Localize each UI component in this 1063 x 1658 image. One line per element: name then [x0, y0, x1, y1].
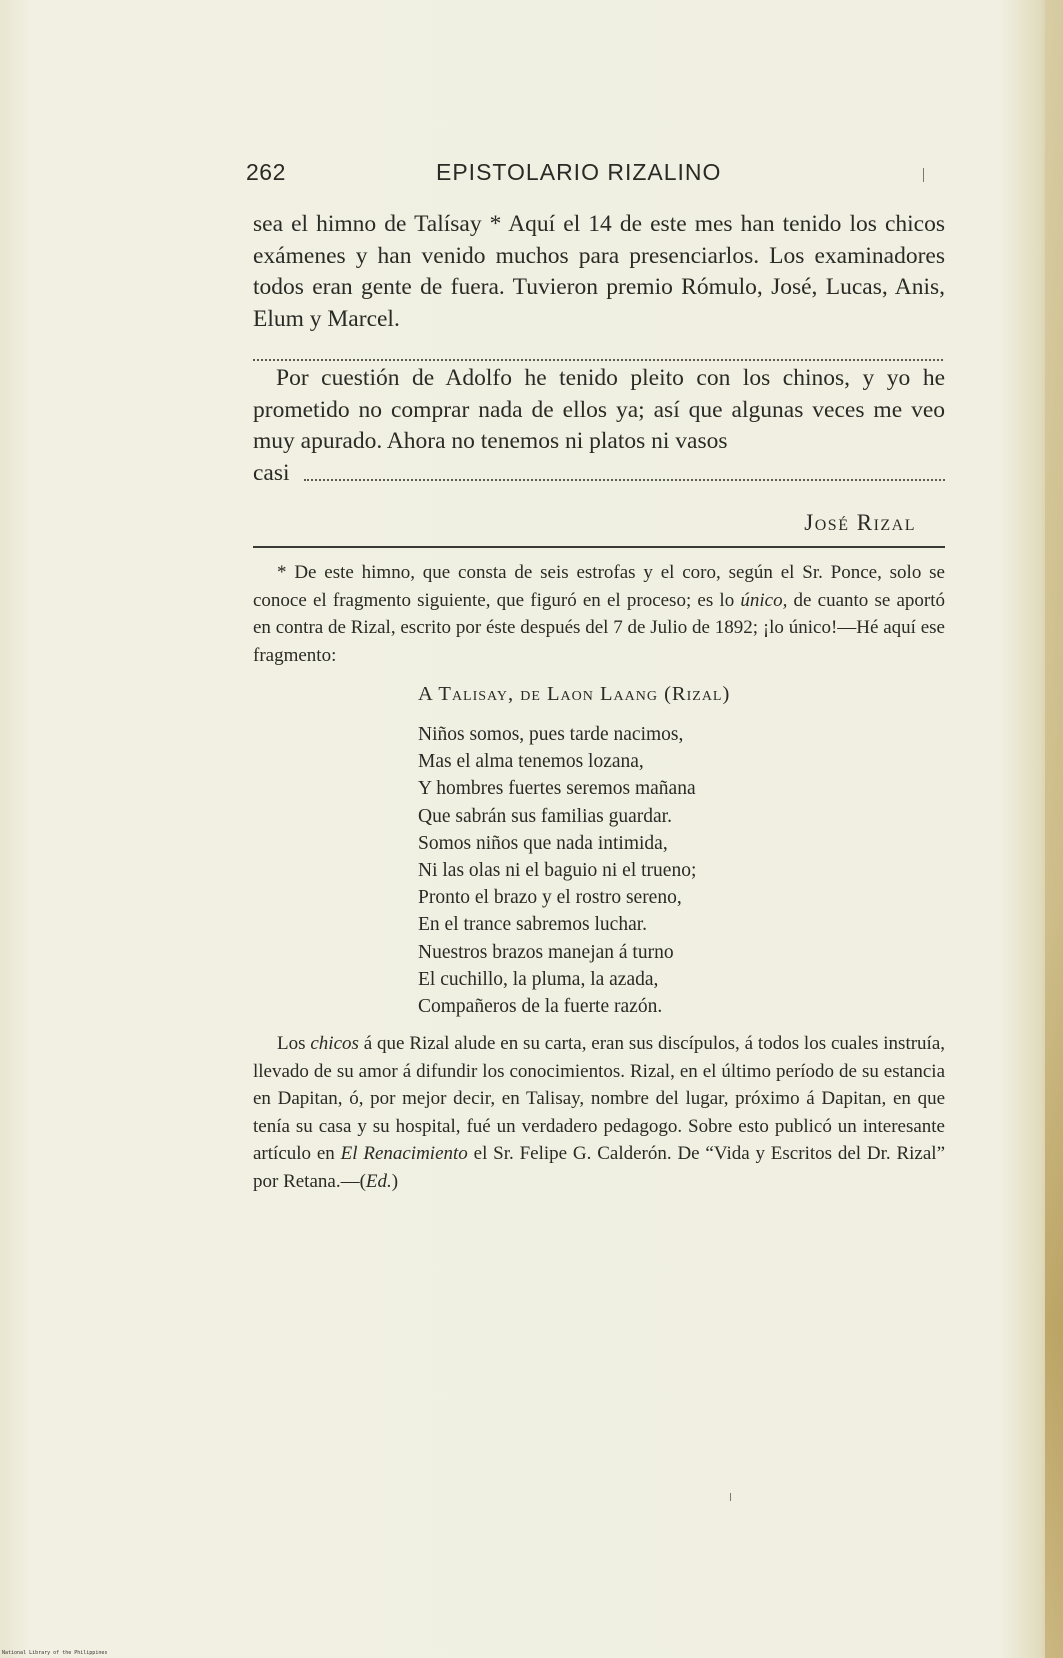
page-number: 262 [246, 159, 286, 185]
editor-note-text [253, 1030, 945, 1196]
footnote-italic-word: único, [740, 589, 788, 611]
poem-line: Mas el alma tenemos lozana, [418, 751, 644, 773]
letter-paragraph-1 [253, 209, 945, 335]
page-edge-discoloration [1045, 0, 1063, 1658]
poem-line: Niños somos, pues tarde nacimos, [418, 724, 684, 745]
editor-note [253, 1030, 945, 1196]
poem-line: Nuestros brazos manejan á turno [418, 941, 674, 963]
footnote-separator-rule [253, 546, 945, 548]
running-header [246, 159, 754, 189]
letter-paragraph-1-text: sea el himno de Talísay * Aquí el 14 de este mes han tenido los chicos exámenes y han venido muchos para presenciarlos. Los examinadores todos eran gente de fuera. Tuvieron premio Rómulo, José, Lucas, Anis, Elum y Marcel. [253, 211, 945, 332]
footnote-rest: de cuanto se aportó en contra de Rizal, escrito por éste después del 7 de Julio de 1892; ¡lo único!—Hé aquí ese fragmento: [253, 589, 946, 666]
footnote-intro: * De este himno, que consta de seis estrofas y el coro, según el Sr. Ponce, solo se conoce el fragmento siguiente, que figuró en el proceso; es lo [253, 562, 945, 611]
poem-title: A Talisay, de Laon Laang (Rizal) [418, 683, 731, 705]
letter-paragraph-2-last-line [253, 458, 945, 490]
signature: José Rizal [804, 510, 916, 535]
editor-note-italic: El Renacimiento [340, 1143, 468, 1165]
editor-note-part: el Sr. Felipe G. Calderón. De “Vida y Escritos del Dr. Rizal” por Retana.—( [253, 1143, 945, 1192]
poem-line: Que sabrán sus familias guardar. [418, 805, 672, 827]
poem-line: Somos niños que nada intimida, [418, 832, 668, 854]
letter-paragraph-2-text: Por cuestión de Adolfo he tenido pleito con los chinos, y yo he prometido no comprar nada de ellos ya; así que algunas veces me veo muy apurado. Ahora no tenemos ni platos ni vasos [253, 365, 945, 454]
editor-note-italic: chicos [310, 1033, 359, 1054]
paper-fleck [730, 1493, 731, 1501]
poem-line: Ni las olas ni el baguio ni el trueno; [418, 860, 697, 882]
editor-note-part: ) [391, 1170, 399, 1192]
editor-note-italic: Ed. [365, 1170, 392, 1192]
footnote-text [253, 559, 945, 669]
running-title: EPISTOLARIO RIZALINO [436, 159, 722, 185]
letter-paragraph-2 [253, 363, 945, 489]
poem-line: Compañeros de la fuerte razón. [418, 996, 663, 1018]
dotted-ellipsis-rule [304, 479, 945, 481]
editor-note-part: Los [277, 1033, 306, 1054]
dotted-ellipsis-rule [253, 359, 943, 361]
footnote [253, 559, 945, 669]
poem-line: Y hombres fuertes seremos mañana [418, 778, 696, 800]
paper-fleck [923, 168, 924, 182]
poem-line: El cuchillo, la pluma, la azada, [418, 968, 659, 990]
poem-line: En el trance sabremos luchar. [418, 914, 648, 936]
poem-line: Pronto el brazo y el rostro sereno, [418, 887, 682, 909]
letter-paragraph-2-last-word: casi [253, 459, 290, 486]
library-credit: National Library of the Philippines [2, 1650, 108, 1656]
editor-note-part: á que Rizal alude en su carta, eran sus discípulos, á todos los cuales instruía, llevado de su amor á difundir los conocimientos. Rizal, en el último período de su estancia en Dapitan, ó, por mejor decir, en Talisay, nombre del lugar, próximo á Dapitan, en que tenía su casa y su hospital, fué un verdadero pedagogo. Sobre esto publicó un interesante artículo en [253, 1033, 946, 1165]
poem [418, 721, 696, 1020]
